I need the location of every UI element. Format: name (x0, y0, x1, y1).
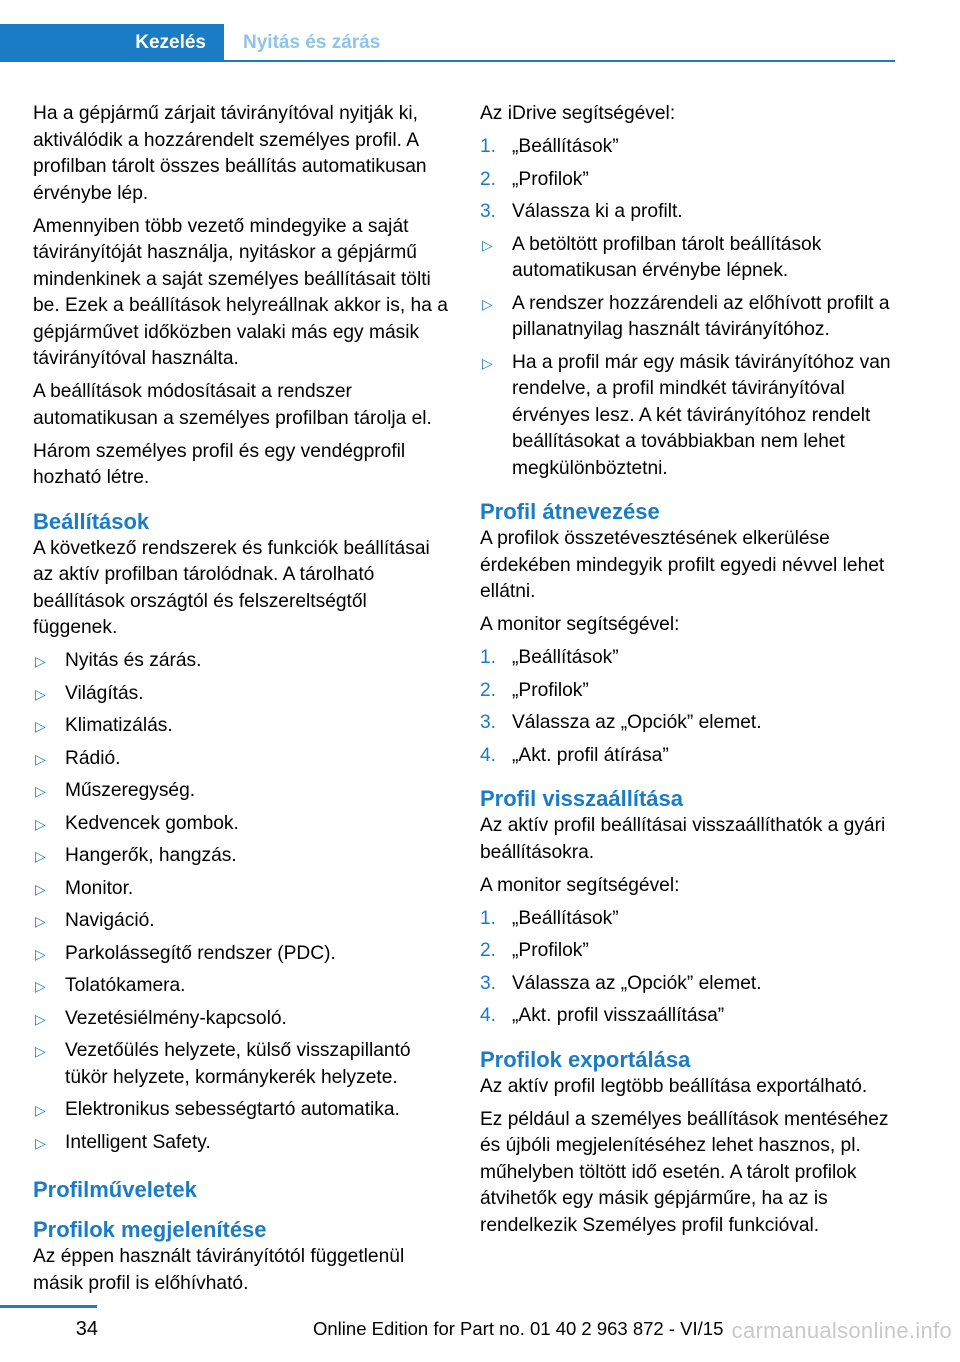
reset-steps-list (480, 906, 898, 1030)
section-tab-active: Kezelés (0, 24, 224, 62)
list-item: 3. Válassza ki a profilt. (480, 201, 683, 222)
list-item: 1. „Beállítások” (480, 136, 619, 157)
triangle-bullet-icon: ▷ (35, 653, 46, 669)
triangle-bullet-icon: ▷ (35, 880, 46, 897)
list-item: ▷ Intelligent Safety. (33, 1130, 451, 1157)
paragraph: A monitor segítségével: (480, 614, 680, 635)
list-item: ▷ Nyitás és zárás. (33, 648, 451, 675)
list-item: 2. „Profilok” (480, 168, 589, 190)
paragraph: A következő rendszerek és funkciók beállításai az aktív profilban tárolódnak. A tárolható beállítások országtól és felszereltségtől függenek. (33, 537, 430, 638)
section-heading-rename: Profil átnevezése (480, 499, 660, 524)
page-number: 34 (75, 1318, 98, 1340)
triangle-bullet-icon: ▷ (35, 685, 46, 702)
triangle-bullet-icon: ▷ (35, 1043, 46, 1059)
triangle-bullet-icon: ▷ (35, 913, 46, 929)
triangle-bullet-icon: ▷ (35, 945, 46, 962)
left-column (33, 101, 451, 1304)
paragraph: Az aktív profil legtöbb beállítása exportálható. (480, 1075, 868, 1097)
paragraph: A beállítások módosításait a rendszer automatikusan a személyes profilban tárolja el. (33, 381, 432, 429)
triangle-bullet-icon: ▷ (35, 978, 46, 994)
list-item: 1. „Beállítások” (480, 907, 619, 929)
paragraph: Az éppen használt távirányítótól függetlenül másik profil is előhívható. (33, 1246, 405, 1294)
list-item: ▷ Tolatókamera. (33, 973, 451, 1000)
list-item: ▷ Klimatizálás. (33, 713, 451, 740)
list-item: ▷ A rendszer hozzárendeli az előhívott profilt a pillanatnyilag használt távirányítóhoz. (482, 292, 890, 340)
right-column (480, 101, 898, 1246)
triangle-bullet-icon: ▷ (35, 815, 46, 832)
list-item: ▷ Vezetésiélmény-kapcsoló. (33, 1006, 451, 1033)
triangle-bullet-icon: ▷ (35, 783, 46, 799)
triangle-bullet-icon: ▷ (482, 236, 493, 253)
section-heading-settings: Beállítások (33, 508, 150, 534)
list-item: 3. Válassza az „Opciók” elemet. (480, 712, 762, 733)
header-rule (224, 60, 895, 62)
triangle-bullet-icon: ▷ (35, 718, 46, 734)
triangle-bullet-icon: ▷ (482, 354, 493, 371)
edition-text: Online Edition for Part no. 01 40 2 963 872 - VI/15 (313, 1318, 724, 1339)
paragraph: Három személyes profil és egy vendégprofil hozható létre. (33, 440, 406, 488)
idrive-steps-list (480, 134, 898, 482)
triangle-bullet-icon: ▷ (482, 295, 493, 312)
list-item: ▷ Monitor. (33, 876, 451, 903)
list-item: 3. Válassza az „Opciók” elemet. (480, 972, 762, 994)
paragraph: Ez például a személyes beállítások mentéséhez és újbóli megjelenítéséhez lehet hasznos, pl. műhelyben töltött idő esetén. A tárolt profilok átvihetők egy másik gépjárműre, ha az is rendelkezik Személyes profil funkcióval. (480, 1108, 889, 1236)
list-item: 4. „Akt. profil átírása” (480, 744, 669, 766)
triangle-bullet-icon: ▷ (35, 1102, 46, 1118)
list-item: ▷ Világítás. (33, 681, 451, 708)
section-heading-export: Profilok exportálása (480, 1046, 691, 1072)
list-item: ▷ Vezetőülés helyzete, külső visszapillantó tükör helyzete, kormánykerék helyzete. (35, 1040, 411, 1088)
list-item: ▷ Rádió. (33, 746, 451, 773)
settings-list (33, 648, 451, 1156)
watermark: carmanualsonline.info (731, 1318, 952, 1343)
paragraph: A monitor segítségével: (480, 874, 680, 896)
list-item: ▷ Parkolássegítő rendszer (PDC). (33, 941, 451, 968)
triangle-bullet-icon: ▷ (35, 848, 46, 864)
list-item: ▷ A betöltött profilban tárolt beállítások automatikusan érvénybe lépnek. (482, 233, 822, 281)
paragraph: Amennyiben több vezető mindegyike a saját távirányítóját használja, nyitáskor a gépjármű mindenkinek a saját személyes beállításait tölti be. Ezek a beállítások helyreállnak akkor is, ha a gépjárművet időközben valaki más egy másik távirányítóval használta. (33, 215, 448, 369)
paragraph: A profilok összetévesztésének elkerülése érdekében mindegyik profilt egyedi névvel lehet ellátni. (480, 528, 885, 602)
triangle-bullet-icon: ▷ (35, 1010, 46, 1027)
paragraph: Ha a gépjármű zárjait távirányítóval nyitják ki, aktiválódik a hozzárendelt személyes profil. A profilban tárolt összes beállítás automatikusan érvénybe lép. (33, 103, 427, 204)
section-heading-profile-operations: Profilműveletek (33, 1177, 197, 1202)
rename-steps-list (480, 645, 898, 769)
list-item: ▷ Kedvencek gombok. (33, 811, 451, 838)
paragraph: Az aktív profil beállításai visszaállíthatók a gyári beállításokra. (480, 815, 886, 863)
footer-rule (0, 1305, 97, 1308)
triangle-bullet-icon: ▷ (35, 1134, 46, 1151)
list-item: ▷ Ha a profil már egy másik távirányítóhoz van rendelve, a profil mindkét távirányítóval érvényes lesz. A két távirányítóhoz rendelt beállításokat a továbbiakban nem lehet megkülönböztetni. (482, 351, 891, 479)
triangle-bullet-icon: ▷ (35, 750, 46, 767)
section-heading-profile-display: Profilok megjelenítése (33, 1217, 267, 1242)
section-heading-reset: Profil visszaállítása (480, 786, 683, 811)
list-item: 2. „Profilok” (480, 679, 589, 701)
section-tab: Nyitás és zárás (243, 32, 381, 53)
list-item: 1. „Beállítások” (480, 647, 619, 668)
list-item: ▷ Műszeregység. (33, 778, 451, 805)
list-item: 4. „Akt. profil visszaállítása” (480, 1005, 725, 1026)
list-item: ▷ Elektronikus sebességtartó automatika. (33, 1097, 451, 1124)
list-item: ▷ Hangerők, hangzás. (33, 843, 451, 870)
list-item: ▷ Navigáció. (33, 908, 451, 935)
list-item: 2. „Profilok” (480, 940, 589, 961)
page-header (0, 24, 895, 62)
paragraph: Az iDrive segítségével: (480, 103, 676, 124)
